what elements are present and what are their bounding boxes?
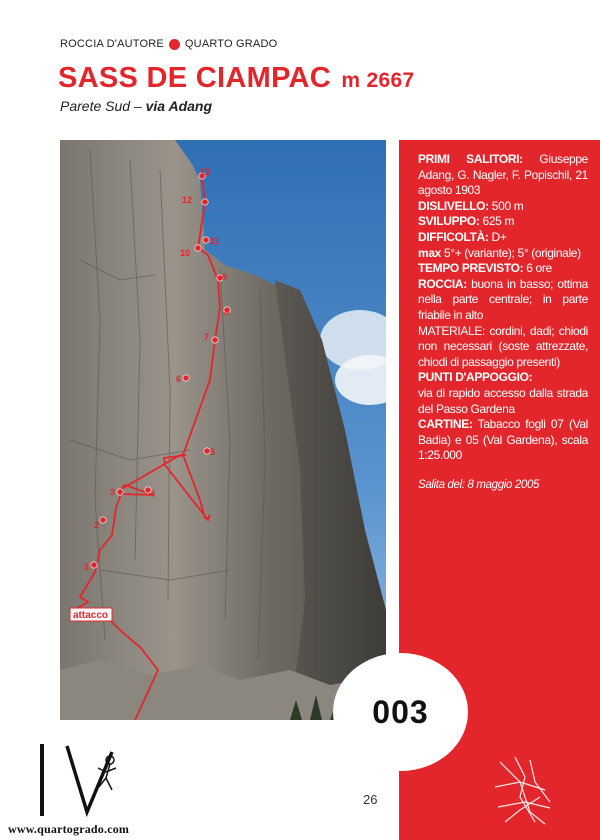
first-ascent: PRIMI SALITORI: Giuseppe Adang, G. Nagler, F. Popischil, 21 agosto 1903: [418, 152, 588, 198]
series-right-label: QUARTO GRADO: [184, 38, 278, 50]
difficulty: DIFFICOLTÀ: D+: [418, 229, 507, 244]
pitch-label: 3: [110, 487, 116, 497]
pitch-label: 8: [224, 307, 230, 317]
route-info: [418, 152, 588, 493]
rock: ROCCIA: buona in basso; ottima nella parte centrale; in parte friabile in alto: [418, 276, 588, 322]
maps: CARTINE: Tabacco fogli 07 (Val Badia) e 05 (Val Gardena), scala 1:25.000: [418, 417, 588, 463]
pitch-label: 10: [180, 248, 191, 258]
pitch-label: 7: [204, 332, 210, 342]
route-number-badge: [333, 653, 468, 771]
face-label: Parete Sud –: [60, 98, 142, 114]
peak-name: SASS DE CIAMPAC: [58, 62, 332, 94]
climbed-date: Salita del: 8 maggio 2005: [418, 478, 540, 491]
time: TEMPO PREVISTO: 6 ore: [418, 261, 552, 276]
route-sketch-icon: [490, 752, 560, 830]
pitch-label: 1: [84, 562, 90, 572]
red-dot-icon: [169, 39, 180, 50]
gear: MATERIALE: cordini, dadi; chiodi non necessari (soste attrezzate, chiodi di passaggio presenti): [418, 323, 588, 369]
pitch-label: 6: [176, 374, 182, 384]
quartogrado-logo-icon: [12, 738, 122, 820]
length: SVILUPPO: 625 m: [418, 214, 515, 229]
access: via di rapido accesso dalla strada del Passo Gardena: [418, 385, 588, 416]
series-header: [60, 38, 277, 50]
pitch-label: 4: [150, 489, 156, 499]
page-title: [58, 62, 414, 95]
pitch-label: 12: [182, 195, 193, 205]
pitch-label: 11: [210, 236, 220, 246]
pitch-label: 2: [94, 520, 100, 530]
access-label: PUNTI D'APPOGGIO:: [418, 370, 533, 385]
route-photo: [60, 140, 386, 720]
elevation: DISLIVELLO: 500 m: [418, 198, 524, 213]
pitch-label: 13: [200, 167, 211, 177]
page-number: 26: [363, 792, 378, 807]
peak-altitude: m 2667: [341, 69, 415, 92]
route-name: via Adang: [145, 98, 213, 114]
route-subtitle: [60, 98, 212, 114]
start-label: attacco: [73, 610, 109, 621]
pitch-label: 9: [222, 272, 228, 282]
series-left-label: ROCCIA D'AUTORE: [60, 38, 164, 50]
pitch-label: 5: [210, 447, 216, 457]
route-number: 003: [372, 693, 429, 730]
website-link[interactable]: www.quartogrado.com: [8, 822, 130, 836]
max-grade: max 5°+ (variante); 5° (originale): [418, 245, 581, 260]
